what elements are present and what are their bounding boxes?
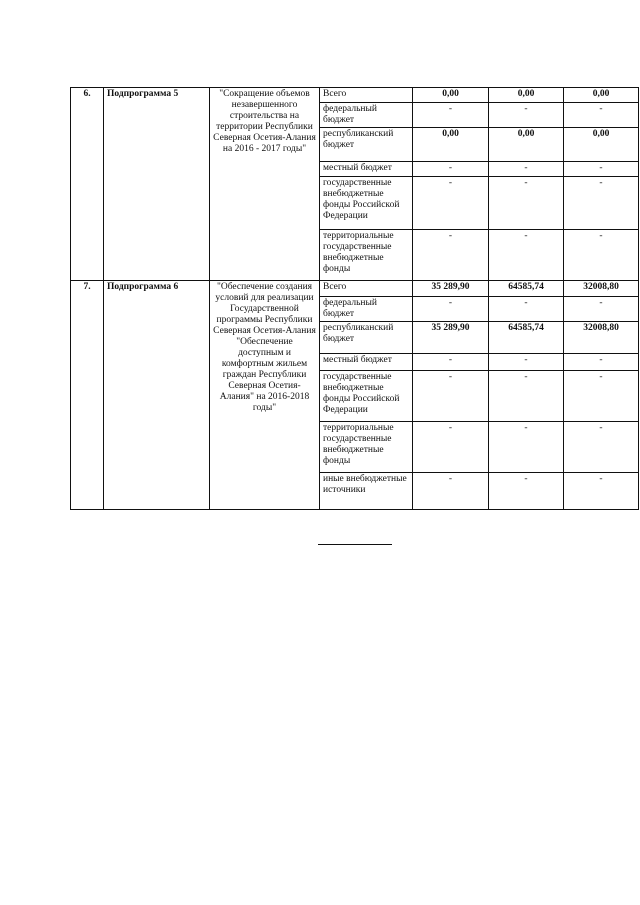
value-year-3: -	[564, 422, 639, 473]
value-year-1: -	[413, 297, 489, 322]
value-year-1: 0,00	[413, 128, 489, 162]
financing-table	[70, 87, 639, 510]
value-year-2: -	[489, 162, 564, 177]
subprogram-name: "Сокращение объемов незавершенного строительства на территории Республики Северная Осетия-Алания на 2016 - 2017 годы"	[210, 88, 320, 281]
value-year-1: -	[413, 422, 489, 473]
value-year-2: -	[489, 473, 564, 510]
value-year-1: -	[413, 103, 489, 128]
value-year-1: -	[413, 230, 489, 281]
funding-source: Всего	[320, 88, 413, 103]
value-year-3: -	[564, 354, 639, 371]
value-year-1: 0,00	[413, 88, 489, 103]
value-year-1: -	[413, 162, 489, 177]
funding-source: территориальные государственные внебюджетные фонды	[320, 230, 413, 281]
value-year-1: 35 289,90	[413, 322, 489, 354]
value-year-2: -	[489, 177, 564, 230]
value-year-3: -	[564, 103, 639, 128]
value-year-1: -	[413, 354, 489, 371]
value-year-1: -	[413, 473, 489, 510]
value-year-2: 0,00	[489, 88, 564, 103]
row-number: 6.	[71, 88, 104, 281]
funding-source: Всего	[320, 281, 413, 297]
value-year-2: -	[489, 103, 564, 128]
value-year-3: -	[564, 473, 639, 510]
value-year-3: 0,00	[564, 88, 639, 103]
value-year-3: 32008,80	[564, 281, 639, 297]
value-year-1: -	[413, 177, 489, 230]
funding-source: местный бюджет	[320, 162, 413, 177]
funding-source: государственные внебюджетные фонды Российской Федерации	[320, 177, 413, 230]
value-year-2: 64585,74	[489, 322, 564, 354]
value-year-2: 64585,74	[489, 281, 564, 297]
value-year-2: -	[489, 422, 564, 473]
subprogram-label: Подпрограмма 6	[104, 281, 210, 510]
funding-source: государственные внебюджетные фонды Российской Федерации	[320, 371, 413, 422]
value-year-2: -	[489, 297, 564, 322]
value-year-2: -	[489, 230, 564, 281]
value-year-2: -	[489, 354, 564, 371]
value-year-3: -	[564, 371, 639, 422]
funding-source: местный бюджет	[320, 354, 413, 371]
row-number: 7.	[71, 281, 104, 510]
value-year-2: -	[489, 371, 564, 422]
value-year-1: -	[413, 371, 489, 422]
table-row	[71, 88, 639, 103]
value-year-3: -	[564, 297, 639, 322]
subprogram-label: Подпрограмма 5	[104, 88, 210, 281]
value-year-1: 35 289,90	[413, 281, 489, 297]
funding-source: территориальные государственные внебюджетные фонды	[320, 422, 413, 473]
value-year-3: -	[564, 177, 639, 230]
subprogram-name: "Обеспечение создания условий для реализации Государственной программы Республики Северная Осетия-Алания "Обеспечение доступным и комфортным жильем граждан Республики Северная Осетия-Алания" на 2016-2018 годы"	[210, 281, 320, 510]
end-rule	[318, 544, 392, 545]
value-year-2: 0,00	[489, 128, 564, 162]
value-year-3: -	[564, 162, 639, 177]
value-year-3: -	[564, 230, 639, 281]
funding-source: федеральный бюджет	[320, 103, 413, 128]
funding-source: федеральный бюджет	[320, 297, 413, 322]
value-year-3: 32008,80	[564, 322, 639, 354]
funding-source: иные внебюджетные источники	[320, 473, 413, 510]
table-row	[71, 281, 639, 297]
value-year-3: 0,00	[564, 128, 639, 162]
funding-source: республиканский бюджет	[320, 322, 413, 354]
funding-source: республиканский бюджет	[320, 128, 413, 162]
